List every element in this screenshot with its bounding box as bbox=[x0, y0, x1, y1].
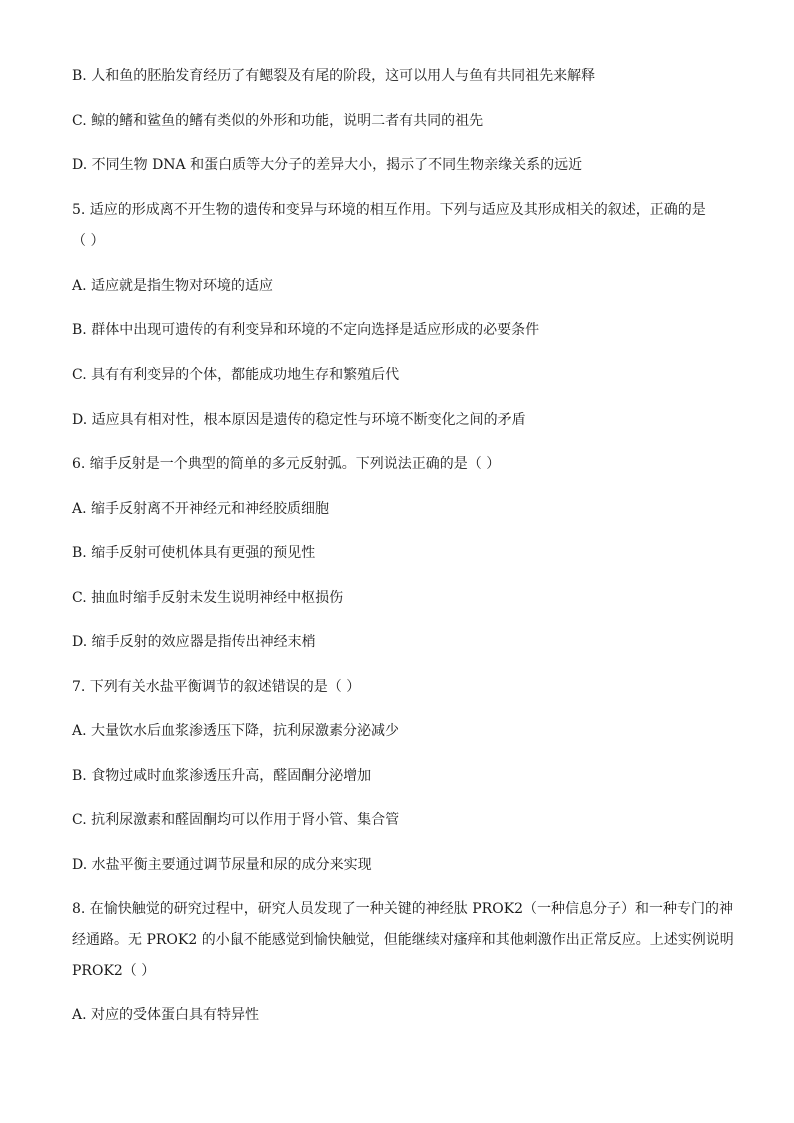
option-a-q8: A. 对应的受体蛋白具有特异性 bbox=[72, 1007, 260, 1023]
question-6-stem: 6. 缩手反射是一个典型的简单的多元反射弧。下列说法正确的是（ ） bbox=[72, 456, 501, 472]
question-5-blank: （ ） bbox=[72, 233, 105, 249]
option-d-q6: D. 缩手反射的效应器是指传出神经末梢 bbox=[72, 634, 316, 650]
option-b-q6: B. 缩手反射可使机体具有更强的预见性 bbox=[72, 545, 316, 561]
option-d-q5: D. 适应具有相对性，根本原因是遗传的稳定性与环境不断变化之间的矛盾 bbox=[72, 412, 526, 428]
option-a-q7: A. 大量饮水后血浆渗透压下降，抗利尿激素分泌减少 bbox=[72, 723, 400, 739]
option-d-q7: D. 水盐平衡主要通过调节尿量和尿的成分来实现 bbox=[72, 857, 372, 873]
question-7-stem: 7. 下列有关水盐平衡调节的叙述错误的是（ ） bbox=[72, 679, 361, 695]
option-c-q6: C. 抽血时缩手反射未发生说明神经中枢损伤 bbox=[72, 590, 344, 606]
question-8-stem-line-1: 8. 在愉快触觉的研究过程中，研究人员发现了一种关键的神经肽 PROK2（一种信息分子）和一种专门的神 bbox=[72, 901, 734, 917]
question-5-stem: 5. 适应的形成离不开生物的遗传和变异与环境的相互作用。下列与适应及其形成相关的叙述，正确的是 bbox=[72, 202, 706, 218]
option-d-q4: D. 不同生物 DNA 和蛋白质等大分子的差异大小，揭示了不同生物亲缘关系的远近 bbox=[72, 157, 583, 173]
option-b-q7: B. 食物过咸时血浆渗透压升高，醛固酮分泌增加 bbox=[72, 768, 372, 784]
option-c-q7: C. 抗利尿激素和醛固酮均可以作用于肾小管、集合管 bbox=[72, 812, 400, 828]
option-a-q6: A. 缩手反射离不开神经元和神经胶质细胞 bbox=[72, 501, 330, 517]
option-b-q4: B. 人和鱼的胚胎发育经历了有鳃裂及有尾的阶段，这可以用人与鱼有共同祖先来解释 bbox=[72, 68, 596, 84]
option-c-q4: C. 鲸的鳍和鲨鱼的鳍有类似的外形和功能，说明二者有共同的祖先 bbox=[72, 113, 484, 129]
question-8-stem-line-3: PROK2（ ） bbox=[72, 963, 156, 979]
option-a-q5: A. 适应就是指生物对环境的适应 bbox=[72, 278, 274, 294]
option-b-q5: B. 群体中出现可遗传的有利变异和环境的不定向选择是适应形成的必要条件 bbox=[72, 322, 540, 338]
question-8-stem-line-2: 经通路。无 PROK2 的小鼠不能感觉到愉快触觉，但能继续对瘙痒和其他刺激作出正常反应。上述实例说明 bbox=[72, 932, 734, 948]
option-c-q5: C. 具有有利变异的个体，都能成功地生存和繁殖后代 bbox=[72, 367, 400, 383]
